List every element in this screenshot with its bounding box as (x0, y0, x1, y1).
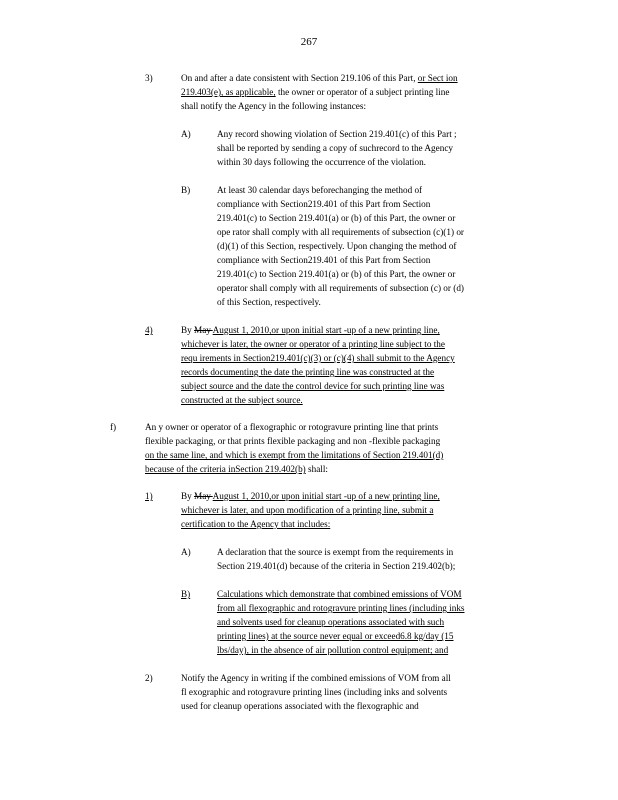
inserted-text: Calculations which demonstrate that combined emissions of VOM (217, 589, 462, 599)
text-run: By (181, 491, 195, 501)
text-line (181, 393, 531, 407)
item-marker: A) (181, 129, 191, 139)
text-line (217, 601, 543, 615)
text-run: By (181, 325, 195, 335)
text-line (181, 337, 531, 351)
text-line (181, 323, 531, 337)
item-marker: A) (181, 547, 191, 557)
text-run: the owner or operator of a subject printing line (275, 87, 450, 97)
text-line (217, 183, 539, 197)
text-line (217, 211, 539, 225)
inserted-text: requ irements in Section219.401(c)(3) or (c)(4) shall submit to the Agency (181, 353, 455, 363)
inserted-text: lbs/day), in the absence of air pollution control equipment; and (217, 645, 449, 655)
item-marker: B) (181, 589, 191, 599)
item-marker: 2) (145, 673, 153, 683)
text-run: A declaration that the source is exempt from the requirements in (217, 547, 454, 557)
text-line (181, 489, 516, 503)
paragraph-item-f (145, 420, 540, 476)
text-line (217, 545, 528, 559)
text-run: On and after a date consistent with Section 219.106 of this Part, (181, 73, 418, 83)
text-line (181, 699, 537, 713)
page-number: 267 (300, 36, 318, 48)
text-line (217, 643, 543, 657)
paragraph-item-f1 (181, 489, 516, 531)
paragraph-item-f1b (217, 587, 543, 657)
text-line (181, 517, 516, 531)
inserted-text: constructed at the subject source. (181, 395, 303, 405)
text-run: fl exographic and rotogravure printing lines (including inks and solvents (181, 687, 448, 697)
text-line (181, 379, 531, 393)
paragraph-item-f2 (181, 671, 537, 713)
text-run: shall notify the Agency in the following instances: (181, 101, 366, 111)
text-run: 219.401(c) to Section 219.401(a) or (b) of this Part, the owner or (217, 213, 456, 223)
text-run: used for cleanup operations associated with the flexographic and (181, 701, 419, 711)
inserted-text: August 1, 2010,or upon initial start -up of a new printing line, (212, 491, 440, 501)
text-line (181, 365, 531, 379)
inserted-text: printing lines) at the source never equal or exceed6.8 kg/day (15 (217, 631, 454, 641)
text-line (145, 462, 540, 476)
text-line (181, 671, 537, 685)
text-line (217, 629, 543, 643)
text-run: shall be reported by sending a copy of suchrecord to the Agency (217, 143, 453, 153)
text-line (145, 448, 540, 462)
text-run: Section 219.401(d) because of the criteria in Section 219.402(b); (217, 561, 456, 571)
paragraph-item-3 (181, 71, 539, 113)
inserted-text: August 1, 2010,or upon initial start -up of a new printing line, (212, 325, 440, 335)
struck-text: May (194, 491, 213, 501)
text-run: An y owner or operator of a flexographic or rotogravure printing line that prints (145, 422, 439, 432)
text-run: compliance with Section219.401 of this Part from Section (217, 199, 431, 209)
text-line (217, 295, 539, 309)
text-line (145, 434, 540, 448)
text-run: Any record showing violation of Section 219.401(c) of this Part ; (217, 129, 457, 139)
text-run: ope rator shall comply with all requirements of subsection (c)(1) or (217, 227, 464, 237)
text-line (181, 85, 539, 99)
text-line (181, 99, 539, 113)
inserted-text: whichever is later, and upon modification of a printing line, submit a (181, 505, 434, 515)
text-run: operator shall comply with all requirements of subsection (c) or (d) (217, 283, 464, 293)
inserted-text: because of the criteria inSection 219.402(b) (145, 464, 306, 474)
paragraph-item-4 (181, 323, 531, 407)
struck-text: May (194, 325, 213, 335)
item-marker: 3) (145, 73, 153, 83)
paragraph-item-f1a (217, 545, 528, 573)
text-line (217, 587, 543, 601)
text-line (217, 127, 523, 141)
inserted-text: on the same line, and which is exempt from the limitations of Section 219.401(d) (145, 450, 444, 460)
inserted-text: certification to the Agency that includes: (181, 519, 331, 529)
text-run: (d)(1) of this Section, respectively. Upon changing the method of (217, 241, 457, 251)
inserted-text: subject source and the date the control device for such printing line was (181, 381, 445, 391)
text-run: Notify the Agency in writing if the combined emissions of VOM from all (181, 673, 451, 683)
text-line (217, 267, 539, 281)
text-run: 219.401(c) to Section 219.401(a) or (b) of this Part, the owner or (217, 269, 456, 279)
inserted-text: from all flexographic and rotogravure printing lines (including inks (217, 603, 465, 613)
text-run: compliance with Section219.401 of this Part from Section (217, 255, 431, 265)
inserted-text: or Sect ion (417, 73, 458, 83)
text-run: At least 30 calendar days beforechanging the method of (217, 185, 423, 195)
text-line (217, 239, 539, 253)
text-line (181, 351, 531, 365)
text-line (181, 71, 539, 85)
text-line (217, 253, 539, 267)
text-run: within 30 days following the occurrence of the violation. (217, 157, 426, 167)
item-marker: 4) (145, 325, 153, 335)
text-line (217, 225, 539, 239)
text-run: flexible packaging, or that prints flexible packaging and non -flexible packaging (145, 436, 441, 446)
inserted-text: records documenting the date the printing line was constructed at the (181, 367, 435, 377)
paragraph-item-3a (217, 127, 523, 169)
item-marker: f) (110, 422, 117, 432)
text-line (217, 141, 523, 155)
text-line (181, 685, 537, 699)
paragraph-item-3b (217, 183, 539, 309)
text-line (217, 155, 523, 169)
text-line (217, 615, 543, 629)
text-line (217, 281, 539, 295)
item-marker: B) (181, 185, 191, 195)
inserted-text: and solvents used for cleanup operations associated with such (217, 617, 445, 627)
text-line (145, 420, 540, 434)
text-line (217, 197, 539, 211)
text-line (181, 503, 516, 517)
item-marker: 1) (145, 491, 153, 501)
inserted-text: whichever is later, the owner or operator of a printing line subject to the (181, 339, 445, 349)
inserted-text: 219.403(e), as applicable, (181, 87, 276, 97)
text-run: shall: (305, 464, 328, 474)
text-run: of this Section, respectively. (217, 297, 321, 307)
text-line (217, 559, 528, 573)
